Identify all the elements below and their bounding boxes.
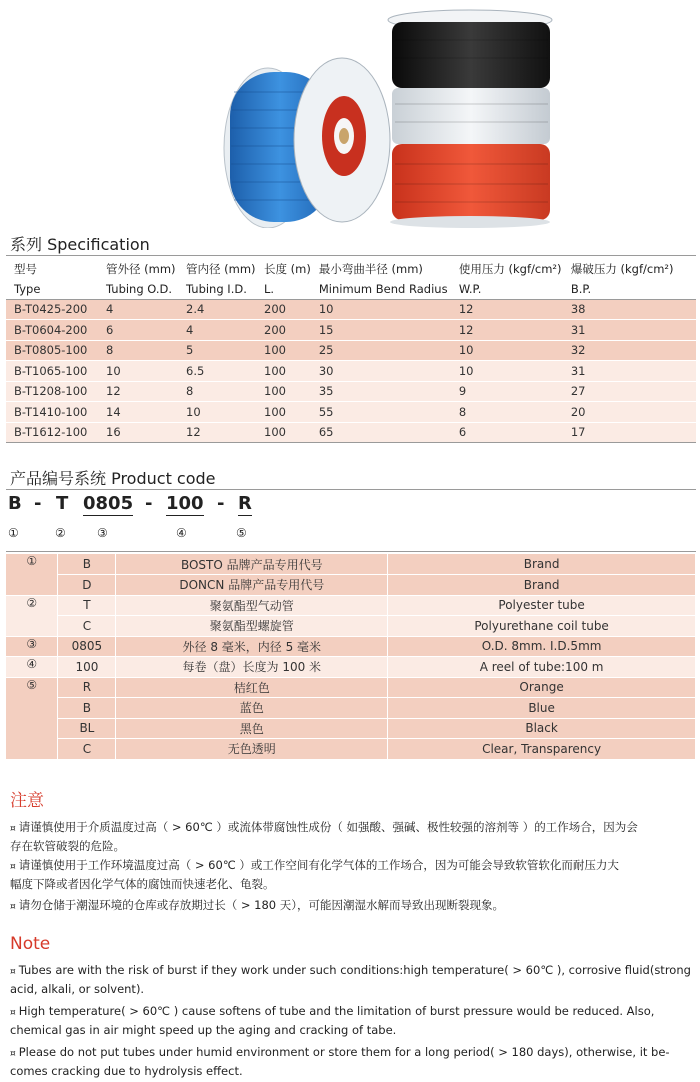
col-wp-en: W.P. (451, 279, 563, 299)
col-id-en: Tubing I.D. (178, 279, 256, 299)
cell-bp: 32 (563, 340, 696, 361)
notes-en-line: ¤ High temperature( > 60℃ ) cause softens of tube and the limitation of burst pressure would be reduced. Also, (10, 1004, 655, 1018)
product-code-row (6, 657, 696, 678)
cell-bp: 17 (563, 422, 696, 443)
product-code-title: 产品编号系统 Product code (10, 469, 216, 488)
cell-length: 200 (256, 320, 311, 341)
product-code-top-rule (6, 489, 696, 490)
cell-length: 200 (256, 299, 311, 320)
cell-od: 14 (98, 402, 178, 423)
spec-header-en (6, 279, 696, 299)
notes-en-line: ¤ Please do not put tubes under humid environment or store them for a long period( > 180 days), otherwise, it be- (10, 1045, 670, 1059)
cell-radius: 25 (311, 340, 451, 361)
cell-id: 10 (178, 402, 256, 423)
col-od-en: Tubing O.D. (98, 279, 178, 299)
cell-wp: 8 (451, 402, 563, 423)
product-code-row (6, 575, 696, 596)
product-code-row (6, 636, 696, 657)
description-cn-cell: 每卷（盘）长度为 100 米 (116, 657, 388, 678)
product-code-table-rule (6, 551, 696, 552)
description-cn-cell: DONCN 品牌产品专用代号 (116, 575, 388, 596)
code-cell: BL (58, 718, 116, 739)
description-cn-cell: 聚氨酯型气动管 (116, 595, 388, 616)
product-code-row (6, 677, 696, 698)
tubing-reels-photo (0, 0, 700, 228)
spec-row (6, 381, 696, 402)
group-marker: ① (6, 554, 58, 595)
marker-2: ② (55, 526, 66, 540)
code-seg-dash: - (145, 493, 153, 514)
code-cell: D (58, 575, 116, 596)
description-en-cell: Brand (388, 554, 696, 575)
group-marker: ⑤ (6, 677, 58, 759)
cell-radius: 55 (311, 402, 451, 423)
cell-id: 6.5 (178, 361, 256, 382)
product-code-table (6, 554, 696, 760)
cell-wp: 12 (451, 299, 563, 320)
code-cell: B (58, 698, 116, 719)
group-marker: ③ (6, 636, 58, 657)
spec-title: 系列 Specification (10, 235, 150, 254)
cell-bp: 38 (563, 299, 696, 320)
cell-bp: 27 (563, 381, 696, 402)
spec-top-rule (6, 255, 696, 256)
notes-cn-line: ¤ 请谨慎使用于介质温度过高（ > 60℃ ）或流体带腐蚀性成份（ 如强酸、强碱、极性较强的溶剂等 ）的工作场合，因为会 (10, 820, 638, 834)
spec-row (6, 320, 696, 341)
spec-header-cn (6, 259, 696, 279)
cell-od: 4 (98, 299, 178, 320)
cell-od: 12 (98, 381, 178, 402)
cell-type: B-T1065-100 (6, 361, 98, 382)
cell-wp: 10 (451, 361, 563, 382)
description-en-cell: Brand (388, 575, 696, 596)
notes-cn-line: ¤ 请谨慎使用于工作环境温度过高（ > 60℃ ）或工作空间有化学气体的工作场合，因为可能会导致软管软化而耐压力大 (10, 858, 619, 872)
product-code-row (6, 739, 696, 760)
code-cell: 100 (58, 657, 116, 678)
cell-od: 6 (98, 320, 178, 341)
code-cell: C (58, 616, 116, 637)
col-length-cn: 长度 (m) (264, 262, 311, 276)
code-seg-dash: - (34, 493, 42, 514)
cell-length: 100 (256, 422, 311, 443)
code-seg-length: 100 (166, 493, 204, 514)
description-cn-cell: 聚氨酯型螺旋管 (116, 616, 388, 637)
description-en-cell: Blue (388, 698, 696, 719)
description-cn-cell: 无色透明 (116, 739, 388, 760)
cell-type: B-T1208-100 (6, 381, 98, 402)
code-cell: R (58, 677, 116, 698)
cell-length: 100 (256, 381, 311, 402)
cell-radius: 15 (311, 320, 451, 341)
col-bp-en: B.P. (563, 279, 696, 299)
code-cell: 0805 (58, 636, 116, 657)
spec-row (6, 402, 696, 423)
description-cn-cell: 黑色 (116, 718, 388, 739)
blue-reel-icon (224, 58, 390, 228)
notes-cn-line: 存在软管破裂的危险。 (10, 839, 125, 853)
cell-wp: 12 (451, 320, 563, 341)
description-cn-cell: 桔红色 (116, 677, 388, 698)
spec-row (6, 361, 696, 382)
notes-en-line: acid, alkali, or solvent). (10, 982, 145, 996)
code-cell: C (58, 739, 116, 760)
cell-bp: 31 (563, 361, 696, 382)
code-seg-dash: - (217, 493, 225, 514)
cell-bp: 20 (563, 402, 696, 423)
group-marker: ④ (6, 657, 58, 678)
cell-radius: 35 (311, 381, 451, 402)
marker-4: ④ (176, 526, 187, 540)
spec-row (6, 340, 696, 361)
spec-row (6, 422, 696, 443)
code-seg-brand: B (8, 493, 22, 514)
cell-radius: 10 (311, 299, 451, 320)
col-radius-en: Minimum Bend Radius (311, 279, 451, 299)
cell-type: B-T0425-200 (6, 299, 98, 320)
notes-en-line: chemical gas in air might speed up the aging and cracking of tabe. (10, 1023, 397, 1037)
cell-type: B-T0604-200 (6, 320, 98, 341)
cell-type: B-T0805-100 (6, 340, 98, 361)
col-type-en: Type (6, 279, 98, 299)
cell-od: 8 (98, 340, 178, 361)
cell-wp: 10 (451, 340, 563, 361)
cell-bp: 31 (563, 320, 696, 341)
notes-cn-title: 注意 (10, 791, 44, 811)
product-code-row (6, 698, 696, 719)
product-code-row (6, 595, 696, 616)
description-en-cell: Clear, Transparency (388, 739, 696, 760)
col-od-cn: 管外径 (mm) (106, 262, 176, 276)
cell-id: 4 (178, 320, 256, 341)
spec-row (6, 299, 696, 320)
code-seg-type: T (56, 493, 69, 514)
col-id-cn: 管内径 (mm) (186, 262, 256, 276)
description-en-cell: Orange (388, 677, 696, 698)
cell-od: 16 (98, 422, 178, 443)
description-cn-cell: 外径 8 毫米，内径 5 毫米 (116, 636, 388, 657)
group-marker: ② (6, 595, 58, 636)
code-seg-color: R (238, 493, 252, 514)
cell-length: 100 (256, 361, 311, 382)
description-en-cell: Black (388, 718, 696, 739)
cell-type: B-T1612-100 (6, 422, 98, 443)
cell-radius: 30 (311, 361, 451, 382)
description-cn-cell: BOSTO 品牌产品专用代号 (116, 554, 388, 575)
code-seg-size: 0805 (83, 493, 134, 514)
col-bp-cn: 爆破压力 (kgf/cm²) (570, 262, 674, 276)
cell-length: 100 (256, 340, 311, 361)
product-code-row (6, 616, 696, 637)
cell-id: 2.4 (178, 299, 256, 320)
spec-table (6, 259, 696, 443)
code-cell: T (58, 595, 116, 616)
notes-cn-line: ¤ 请勿仓储于潮湿环境的仓库或存放期过长（ > 180 天），可能因潮湿水解而导致出现断裂现象。 (10, 898, 505, 912)
cell-od: 10 (98, 361, 178, 382)
notes-en-title: Note (10, 934, 51, 954)
col-wp-cn: 使用压力 (kgf/cm²) (458, 262, 562, 276)
description-en-cell: O.D. 8mm. I.D.5mm (388, 636, 696, 657)
marker-1: ① (8, 526, 19, 540)
product-code-row (6, 718, 696, 739)
stacked-reels-icon (388, 10, 552, 228)
description-en-cell: Polyurethane coil tube (388, 616, 696, 637)
marker-5: ⑤ (236, 526, 247, 540)
description-en-cell: Polyester tube (388, 595, 696, 616)
cell-id: 5 (178, 340, 256, 361)
cell-id: 8 (178, 381, 256, 402)
cell-type: B-T1410-100 (6, 402, 98, 423)
cell-wp: 6 (451, 422, 563, 443)
cell-length: 100 (256, 402, 311, 423)
col-type-cn: 型号 (14, 262, 37, 276)
notes-en-line: ¤ Tubes are with the risk of burst if they work under such conditions:high temperature( > 60℃ ), corrosive fluid(strong (10, 963, 691, 977)
notes-en-line: comes cracking due to hydrolysis effect. (10, 1064, 243, 1078)
cell-id: 12 (178, 422, 256, 443)
cell-radius: 65 (311, 422, 451, 443)
description-cn-cell: 蓝色 (116, 698, 388, 719)
cell-wp: 9 (451, 381, 563, 402)
col-length-en: L. (256, 279, 311, 299)
code-cell: B (58, 554, 116, 575)
product-code-row (6, 554, 696, 575)
marker-3: ③ (97, 526, 108, 540)
notes-cn-line: 幅度下降或者因化学气体的腐蚀而快速老化、龟裂。 (10, 877, 275, 891)
description-en-cell: A reel of tube:100 m (388, 657, 696, 678)
col-radius-cn: 最小弯曲半径 (mm) (318, 262, 423, 276)
